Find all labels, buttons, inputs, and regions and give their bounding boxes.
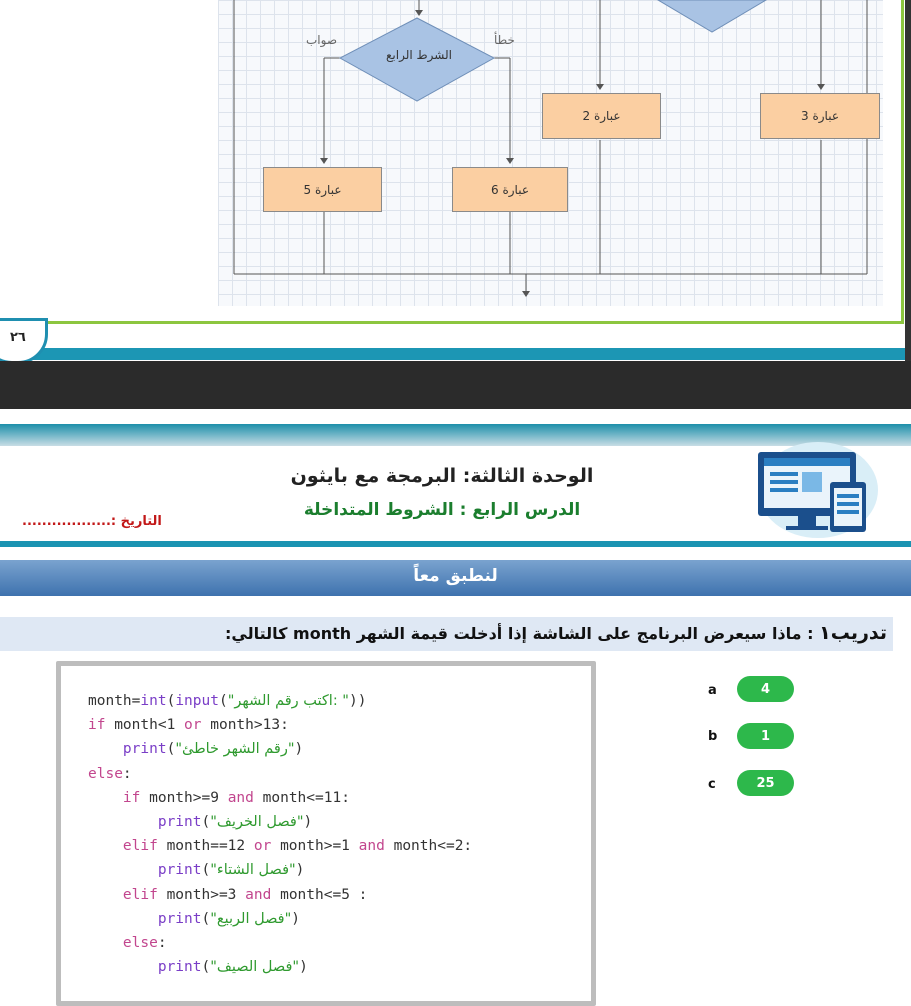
statement-label: عبارة 6 bbox=[491, 182, 529, 197]
code-line: else: bbox=[88, 765, 132, 782]
exercise-question bbox=[225, 622, 887, 644]
section-title: لنطبق معاً bbox=[413, 566, 498, 586]
unit-title: الوحدة الثالثة: البرمجة مع بايثون bbox=[290, 465, 594, 487]
code-string: "فصل الخريف" bbox=[210, 814, 304, 831]
code-line: if month>=9 and month<=11: bbox=[122, 789, 350, 806]
exercise-question-text: : ماذا سيعرض البرنامج على الشاشة إذا أدخلت قيمة الشهر month كالتالي: bbox=[225, 624, 820, 643]
false-branch-label: خطأ bbox=[494, 33, 515, 47]
header-divider bbox=[0, 541, 911, 547]
decision-label: الشرط الرابع bbox=[386, 48, 452, 62]
computer-icon bbox=[740, 438, 890, 538]
content-frame bbox=[0, 0, 904, 324]
option-answer-pill[interactable]: 1 bbox=[737, 723, 794, 749]
true-branch-label: صواب bbox=[306, 33, 338, 47]
code-string: "فصل الصيف" bbox=[210, 959, 300, 976]
statement-label: عبارة 3 bbox=[801, 109, 839, 123]
footer-band bbox=[0, 348, 911, 360]
code-block bbox=[88, 689, 472, 979]
code-line: print("فصل الصيف") bbox=[157, 959, 308, 976]
page-separator bbox=[0, 361, 911, 409]
code-line: elif month>=3 and month<=5 : bbox=[122, 886, 368, 903]
statement-label: عبارة 2 bbox=[582, 109, 621, 123]
code-line: print("رقم الشهر خاطئ") bbox=[122, 741, 304, 758]
code-line: print("فصل الشتاء") bbox=[157, 862, 305, 879]
code-string: "فصل الشتاء" bbox=[210, 862, 296, 879]
code-string: "فصل الربيع" bbox=[210, 910, 292, 927]
option-letter: b bbox=[708, 729, 718, 744]
code-line: print("فصل الخريف") bbox=[157, 814, 313, 831]
statement-label: عبارة 5 bbox=[303, 182, 342, 197]
option-answer-pill[interactable]: 25 bbox=[737, 770, 794, 796]
option-letter: a bbox=[708, 683, 717, 698]
code-line: if month<1 or month>13: bbox=[88, 717, 289, 734]
code-line: print("فصل الربيع") bbox=[157, 910, 300, 927]
option-answer-pill[interactable]: 4 bbox=[737, 676, 794, 702]
code-line: else: bbox=[122, 935, 167, 952]
date-field: التاريخ :.................. bbox=[22, 514, 162, 529]
code-string: "اكتب رقم الشهر: " bbox=[227, 693, 349, 709]
code-line: month=int(input("اكتب رقم الشهر: ")) bbox=[88, 693, 367, 709]
code-line: elif month==12 or month>=1 and month<=2: bbox=[122, 838, 473, 855]
page-number: ٢٦ bbox=[10, 330, 26, 345]
lesson-title: الدرس الرابع : الشروط المتداخلة bbox=[303, 500, 581, 520]
code-string: "رقم الشهر خاطئ" bbox=[175, 741, 295, 758]
page-edge bbox=[905, 0, 911, 412]
option-letter: c bbox=[708, 777, 716, 792]
exercise-number: تدريب١ bbox=[819, 622, 887, 644]
